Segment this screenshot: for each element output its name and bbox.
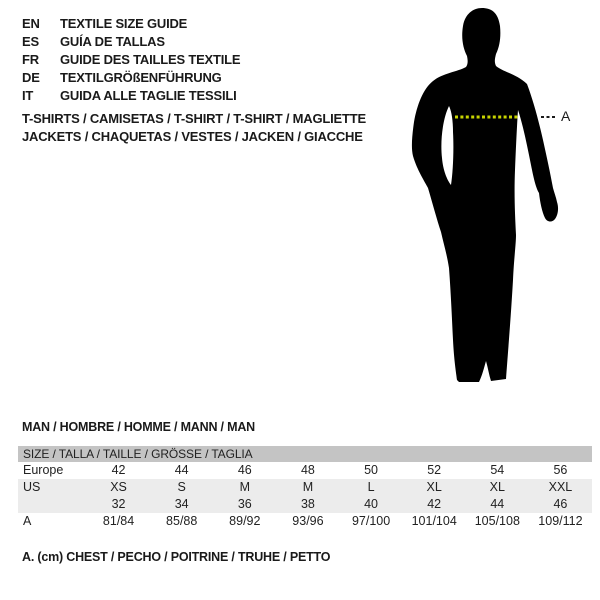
size-cell: M: [302, 480, 314, 494]
size-cell: M: [239, 480, 251, 494]
row-label: [18, 496, 87, 513]
language-row: [22, 32, 240, 50]
size-cell: 105/108: [474, 514, 520, 528]
man-silhouette: [395, 0, 600, 400]
size-table-header: SIZE / TALLA / TAILLE / GRÖSSE / TAGLIA: [18, 446, 592, 462]
size-cell: 93/96: [292, 514, 324, 528]
category-jackets: JACKETS / CHAQUETAS / VESTES / JACKEN / GIACCHE: [22, 129, 363, 144]
language-row: [22, 50, 240, 68]
size-cell: 44: [174, 463, 189, 477]
size-cell: 40: [364, 497, 379, 511]
size-cell: 42: [111, 463, 126, 477]
size-cell: 34: [174, 497, 189, 511]
table-row-europe: [18, 462, 592, 479]
size-cell: 81/84: [102, 514, 135, 528]
size-cell: 46: [553, 497, 568, 511]
size-cell: 97/100: [351, 514, 391, 528]
size-cell: 32: [111, 497, 126, 511]
size-cell: 48: [300, 463, 315, 477]
language-code: EN: [22, 15, 40, 31]
size-cell: 101/104: [411, 514, 457, 528]
size-cell: XXL: [548, 480, 573, 494]
size-cell: 56: [553, 463, 568, 477]
size-cell: XL: [489, 480, 505, 494]
garment-category-list: [22, 110, 366, 146]
size-cell: 85/88: [166, 514, 198, 528]
language-title-list: [22, 14, 240, 104]
size-cell: 50: [364, 463, 379, 477]
size-cell: 44: [490, 497, 505, 511]
size-cell: L: [367, 480, 375, 494]
size-cell: 36: [237, 497, 252, 511]
size-cell: 52: [427, 463, 442, 477]
language-row: [22, 86, 240, 104]
size-cell: 54: [490, 463, 505, 477]
language-title: GUIDE DES TAILLES TEXTILE: [60, 51, 241, 67]
row-label: US: [23, 480, 41, 494]
language-row: [22, 68, 240, 86]
language-title: GUÍA DE TALLAS: [60, 33, 165, 49]
language-row: [22, 14, 240, 32]
language-title: TEXTILE SIZE GUIDE: [60, 15, 188, 31]
language-code: DE: [22, 69, 40, 85]
size-cell: 38: [300, 497, 315, 511]
size-cell: S: [177, 480, 186, 494]
language-title: TEXTILGRÖßENFÜHRUNG: [60, 69, 222, 85]
size-cell: XS: [110, 480, 127, 494]
row-label: Europe: [23, 463, 64, 477]
size-cell: 109/112: [538, 514, 583, 528]
size-cell: 42: [427, 497, 442, 511]
size-table: [18, 446, 592, 530]
language-code: FR: [22, 51, 39, 67]
size-cell: 89/92: [229, 514, 261, 528]
table-row-us-numeric: [18, 496, 592, 513]
measure-label-a: A: [561, 108, 571, 124]
language-code: ES: [22, 33, 39, 49]
table-row-us: [18, 479, 592, 496]
chest-measure-footnote: A. (cm) CHEST / PECHO / POITRINE / TRUHE / PETTO: [22, 550, 331, 564]
size-cell: XL: [426, 480, 442, 494]
size-cell: 46: [237, 463, 252, 477]
category-tshirts: T-SHIRTS / CAMISETAS / T-SHIRT / T-SHIRT / MAGLIETTE: [22, 111, 366, 126]
language-code: IT: [22, 87, 34, 103]
row-label: A: [23, 514, 32, 528]
section-title-man: MAN / HOMBRE / HOMME / MANN / MAN: [22, 420, 255, 434]
language-title: GUIDA ALLE TAGLIE TESSILI: [60, 87, 237, 103]
table-row-chest-a: [18, 513, 592, 530]
body-silhouette: [412, 8, 558, 382]
